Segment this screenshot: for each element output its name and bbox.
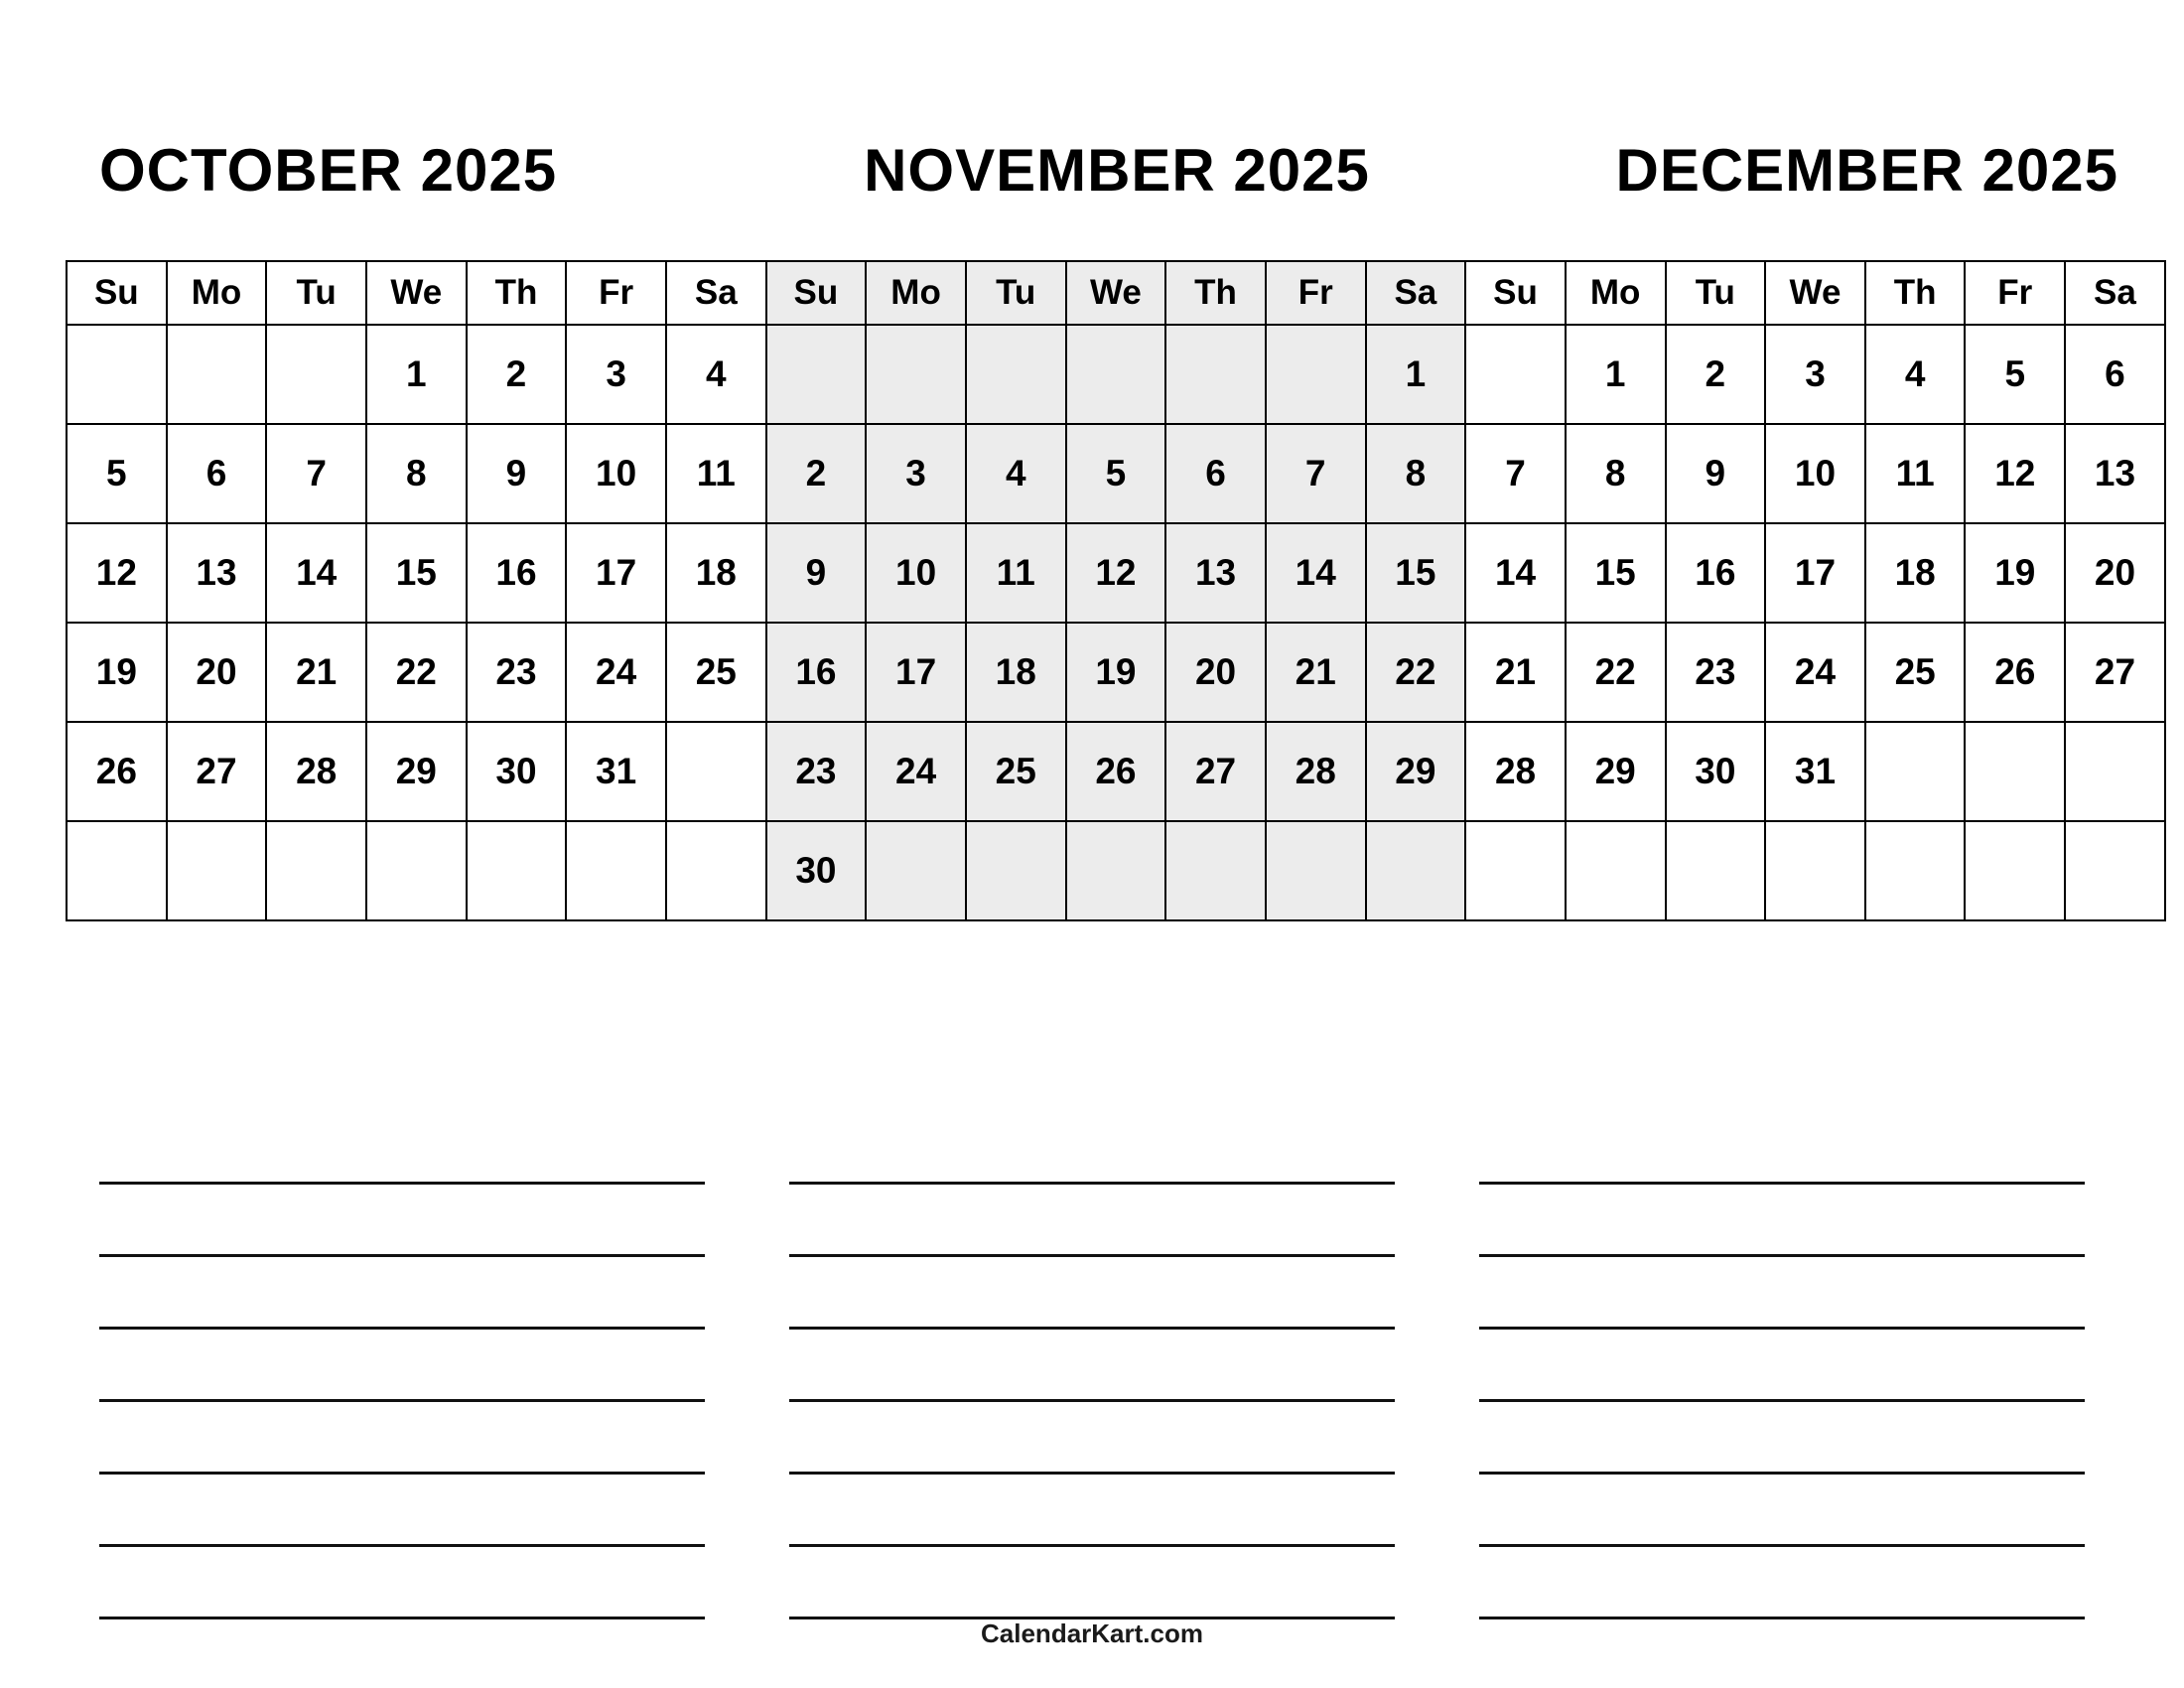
day-cell[interactable]: 8 xyxy=(1366,424,1466,523)
day-cell[interactable]: 27 xyxy=(2065,623,2165,722)
day-cell[interactable]: 22 xyxy=(1566,623,1666,722)
day-cell[interactable]: 23 xyxy=(1666,623,1766,722)
day-cell[interactable]: 16 xyxy=(1666,523,1766,623)
day-cell[interactable]: 7 xyxy=(1266,424,1366,523)
note-line[interactable] xyxy=(1479,1257,2085,1330)
day-cell[interactable]: 19 xyxy=(1066,623,1166,722)
day-cell[interactable] xyxy=(67,325,167,424)
day-cell[interactable]: 10 xyxy=(866,523,966,623)
note-line[interactable] xyxy=(1479,1547,2085,1619)
day-cell[interactable]: 12 xyxy=(67,523,167,623)
day-cell[interactable] xyxy=(1965,722,2065,821)
day-cell[interactable] xyxy=(1066,325,1166,424)
day-cell[interactable]: 28 xyxy=(1266,722,1366,821)
day-cell[interactable]: 24 xyxy=(1765,623,1865,722)
note-line[interactable] xyxy=(99,1475,705,1547)
day-cell[interactable]: 10 xyxy=(1765,424,1865,523)
day-cell[interactable]: 27 xyxy=(1165,722,1266,821)
note-line[interactable] xyxy=(789,1257,1395,1330)
day-cell[interactable] xyxy=(2065,722,2165,821)
day-cell[interactable]: 17 xyxy=(1765,523,1865,623)
day-cell[interactable] xyxy=(1566,821,1666,920)
calendar-grid xyxy=(66,260,2136,921)
day-cell[interactable]: 28 xyxy=(266,722,366,821)
day-cell[interactable] xyxy=(1266,821,1366,920)
day-cell[interactable]: 9 xyxy=(766,523,867,623)
day-cell[interactable]: 12 xyxy=(1965,424,2065,523)
day-cell[interactable]: 6 xyxy=(167,424,267,523)
weekday-header-nov-tu: Tu xyxy=(966,261,1066,325)
day-cell[interactable]: 24 xyxy=(866,722,966,821)
day-cell[interactable]: 11 xyxy=(966,523,1066,623)
day-cell[interactable] xyxy=(467,821,567,920)
day-cell[interactable]: 30 xyxy=(467,722,567,821)
day-cell[interactable]: 4 xyxy=(1865,325,1966,424)
weekday-header-dec-fr: Fr xyxy=(1965,261,2065,325)
weekday-header-dec-tu: Tu xyxy=(1666,261,1766,325)
day-cell[interactable] xyxy=(966,325,1066,424)
note-line[interactable] xyxy=(1479,1475,2085,1547)
calendar-week-row xyxy=(67,821,2165,920)
day-cell[interactable]: 16 xyxy=(766,623,867,722)
day-cell[interactable]: 2 xyxy=(467,325,567,424)
day-cell[interactable]: 6 xyxy=(2065,325,2165,424)
day-cell[interactable] xyxy=(266,325,366,424)
day-cell[interactable]: 9 xyxy=(467,424,567,523)
day-cell[interactable]: 27 xyxy=(167,722,267,821)
day-cell[interactable]: 10 xyxy=(566,424,666,523)
day-cell[interactable] xyxy=(866,325,966,424)
day-cell[interactable]: 21 xyxy=(1266,623,1366,722)
weekday-header-row xyxy=(67,261,2165,325)
calendar-week-row xyxy=(67,523,2165,623)
day-cell[interactable] xyxy=(566,821,666,920)
day-cell[interactable]: 14 xyxy=(1465,523,1566,623)
weekday-header-oct-we: We xyxy=(366,261,467,325)
day-cell[interactable]: 26 xyxy=(1965,623,2065,722)
day-cell[interactable]: 8 xyxy=(366,424,467,523)
day-cell[interactable]: 8 xyxy=(1566,424,1666,523)
note-line[interactable] xyxy=(789,1475,1395,1547)
note-line[interactable] xyxy=(789,1547,1395,1619)
note-line[interactable] xyxy=(99,1330,705,1402)
day-cell[interactable]: 26 xyxy=(1066,722,1166,821)
day-cell[interactable]: 6 xyxy=(1165,424,1266,523)
note-line[interactable] xyxy=(1479,1112,2085,1185)
day-cell[interactable]: 12 xyxy=(1066,523,1166,623)
day-cell[interactable]: 31 xyxy=(566,722,666,821)
day-cell[interactable]: 20 xyxy=(167,623,267,722)
day-cell[interactable]: 21 xyxy=(266,623,366,722)
day-cell[interactable]: 21 xyxy=(1465,623,1566,722)
day-cell[interactable] xyxy=(1165,821,1266,920)
day-cell[interactable]: 18 xyxy=(666,523,766,623)
day-cell[interactable] xyxy=(167,821,267,920)
day-cell[interactable]: 19 xyxy=(67,623,167,722)
day-cell[interactable] xyxy=(1965,821,2065,920)
weekday-header-dec-we: We xyxy=(1765,261,1865,325)
day-cell[interactable] xyxy=(1865,821,1966,920)
day-cell[interactable]: 11 xyxy=(1865,424,1966,523)
day-cell[interactable] xyxy=(1066,821,1166,920)
day-cell[interactable]: 29 xyxy=(366,722,467,821)
day-cell[interactable]: 14 xyxy=(1266,523,1366,623)
weekday-header-nov-th: Th xyxy=(1165,261,1266,325)
month-title-december: DECEMBER 2025 xyxy=(1615,137,2118,204)
calendar-week-row xyxy=(67,325,2165,424)
day-cell[interactable]: 4 xyxy=(966,424,1066,523)
weekday-header-nov-su: Su xyxy=(766,261,867,325)
weekday-header-oct-th: Th xyxy=(467,261,567,325)
day-cell[interactable]: 26 xyxy=(67,722,167,821)
day-cell[interactable] xyxy=(1666,821,1766,920)
month-title-november: NOVEMBER 2025 xyxy=(864,137,1370,204)
day-cell[interactable]: 1 xyxy=(1566,325,1666,424)
notes-column-2 xyxy=(789,1112,1395,1619)
day-cell[interactable] xyxy=(1366,821,1466,920)
note-line[interactable] xyxy=(1479,1402,2085,1475)
day-cell[interactable]: 29 xyxy=(1566,722,1666,821)
day-cell[interactable] xyxy=(167,325,267,424)
day-cell[interactable]: 3 xyxy=(566,325,666,424)
day-cell[interactable] xyxy=(2065,821,2165,920)
weekday-header-oct-mo: Mo xyxy=(167,261,267,325)
day-cell[interactable]: 15 xyxy=(1566,523,1666,623)
weekday-header-oct-sa: Sa xyxy=(666,261,766,325)
day-cell[interactable]: 5 xyxy=(1066,424,1166,523)
day-cell[interactable] xyxy=(966,821,1066,920)
day-cell[interactable]: 28 xyxy=(1465,722,1566,821)
weekday-header-oct-fr: Fr xyxy=(566,261,666,325)
day-cell[interactable]: 23 xyxy=(467,623,567,722)
day-cell[interactable] xyxy=(866,821,966,920)
day-cell[interactable]: 13 xyxy=(1165,523,1266,623)
weekday-header-dec-th: Th xyxy=(1865,261,1966,325)
day-cell[interactable]: 15 xyxy=(1366,523,1466,623)
note-line[interactable] xyxy=(99,1547,705,1619)
day-cell[interactable]: 25 xyxy=(966,722,1066,821)
day-cell[interactable]: 14 xyxy=(266,523,366,623)
note-line[interactable] xyxy=(99,1402,705,1475)
day-cell[interactable] xyxy=(266,821,366,920)
footer-credit: CalendarKart.com xyxy=(981,1618,1203,1648)
day-cell[interactable]: 1 xyxy=(1366,325,1466,424)
weekday-header-nov-we: We xyxy=(1066,261,1166,325)
day-cell[interactable]: 19 xyxy=(1965,523,2065,623)
note-line[interactable] xyxy=(99,1112,705,1185)
day-cell[interactable]: 5 xyxy=(1965,325,2065,424)
day-cell[interactable]: 16 xyxy=(467,523,567,623)
day-cell[interactable]: 18 xyxy=(1865,523,1966,623)
day-cell[interactable]: 24 xyxy=(566,623,666,722)
day-cell[interactable]: 18 xyxy=(966,623,1066,722)
weekday-header-dec-sa: Sa xyxy=(2065,261,2165,325)
day-cell[interactable]: 7 xyxy=(266,424,366,523)
day-cell[interactable] xyxy=(1165,325,1266,424)
note-line[interactable] xyxy=(789,1185,1395,1257)
calendar-week-row xyxy=(67,722,2165,821)
day-cell[interactable]: 23 xyxy=(766,722,867,821)
day-cell[interactable] xyxy=(666,821,766,920)
notes-column-1 xyxy=(99,1112,705,1619)
day-cell[interactable] xyxy=(1465,821,1566,920)
day-cell[interactable] xyxy=(1465,325,1566,424)
day-cell[interactable]: 30 xyxy=(766,821,867,920)
calendar-week-row xyxy=(67,623,2165,722)
note-line[interactable] xyxy=(789,1330,1395,1402)
day-cell[interactable]: 25 xyxy=(666,623,766,722)
day-cell[interactable]: 7 xyxy=(1465,424,1566,523)
day-cell[interactable]: 1 xyxy=(366,325,467,424)
day-cell[interactable]: 31 xyxy=(1765,722,1865,821)
day-cell[interactable]: 22 xyxy=(366,623,467,722)
note-line[interactable] xyxy=(1479,1185,2085,1257)
day-cell[interactable]: 17 xyxy=(866,623,966,722)
day-cell[interactable] xyxy=(366,821,467,920)
day-cell[interactable]: 25 xyxy=(1865,623,1966,722)
day-cell[interactable]: 17 xyxy=(566,523,666,623)
weekday-header-oct-tu: Tu xyxy=(266,261,366,325)
day-cell[interactable]: 22 xyxy=(1366,623,1466,722)
day-cell[interactable]: 3 xyxy=(866,424,966,523)
day-cell[interactable]: 20 xyxy=(1165,623,1266,722)
calendar-week-row xyxy=(67,424,2165,523)
notes-area xyxy=(0,1112,2184,1619)
weekday-header-nov-fr: Fr xyxy=(1266,261,1366,325)
weekday-header-nov-sa: Sa xyxy=(1366,261,1466,325)
day-cell[interactable] xyxy=(1865,722,1966,821)
month-titles xyxy=(66,137,2122,204)
weekday-header-nov-mo: Mo xyxy=(866,261,966,325)
day-cell[interactable]: 3 xyxy=(1765,325,1865,424)
day-cell[interactable]: 29 xyxy=(1366,722,1466,821)
notes-column-3 xyxy=(1479,1112,2085,1619)
weekday-header-dec-su: Su xyxy=(1465,261,1566,325)
day-cell[interactable]: 11 xyxy=(666,424,766,523)
day-cell[interactable]: 15 xyxy=(366,523,467,623)
day-cell[interactable]: 9 xyxy=(1666,424,1766,523)
day-cell[interactable] xyxy=(666,722,766,821)
day-cell[interactable]: 2 xyxy=(1666,325,1766,424)
day-cell[interactable]: 4 xyxy=(666,325,766,424)
month-title-october: OCTOBER 2025 xyxy=(99,137,558,204)
calendar-table xyxy=(66,260,2166,921)
note-line[interactable] xyxy=(99,1257,705,1330)
note-line[interactable] xyxy=(789,1402,1395,1475)
day-cell[interactable]: 5 xyxy=(67,424,167,523)
note-line[interactable] xyxy=(99,1185,705,1257)
day-cell[interactable] xyxy=(766,325,867,424)
weekday-header-oct-su: Su xyxy=(67,261,167,325)
note-line[interactable] xyxy=(1479,1330,2085,1402)
note-line[interactable] xyxy=(789,1112,1395,1185)
day-cell[interactable]: 30 xyxy=(1666,722,1766,821)
day-cell[interactable] xyxy=(1765,821,1865,920)
weekday-header-dec-mo: Mo xyxy=(1566,261,1666,325)
day-cell[interactable]: 13 xyxy=(167,523,267,623)
day-cell[interactable]: 13 xyxy=(2065,424,2165,523)
day-cell[interactable] xyxy=(1266,325,1366,424)
day-cell[interactable] xyxy=(67,821,167,920)
day-cell[interactable]: 20 xyxy=(2065,523,2165,623)
day-cell[interactable]: 2 xyxy=(766,424,867,523)
